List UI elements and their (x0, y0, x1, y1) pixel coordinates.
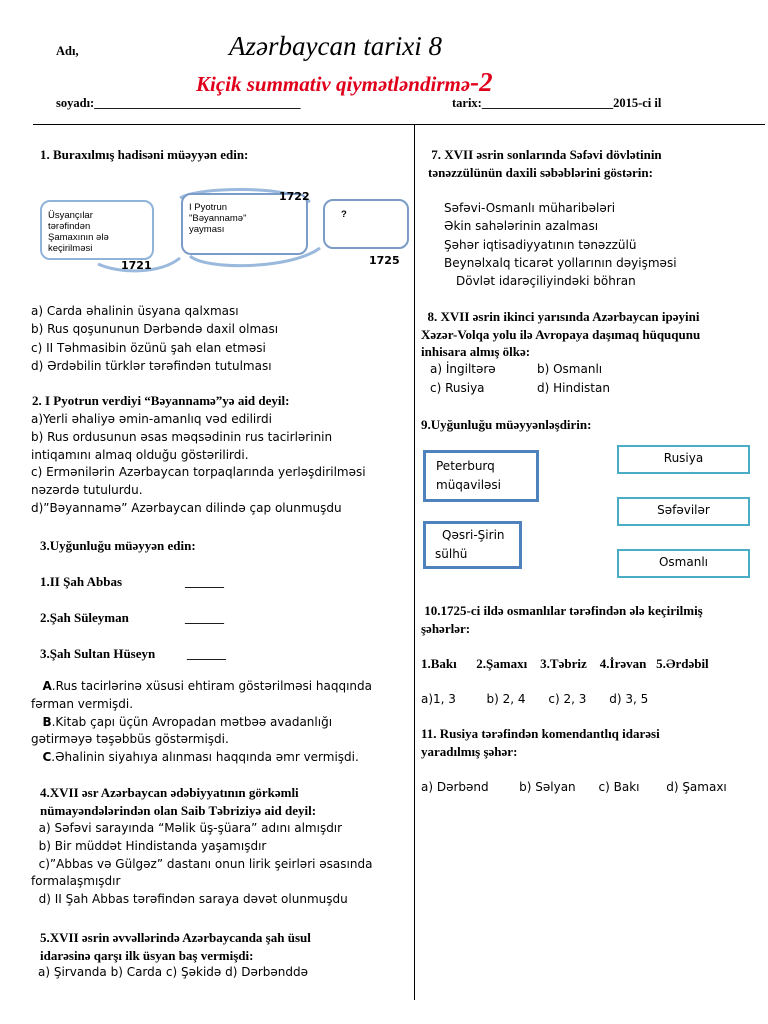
q7-item: Beynəlxalq ticarət yollarının dəyişməsi (444, 255, 677, 270)
q3-answer-b (31, 714, 372, 732)
year-1722: 1722 (279, 190, 310, 203)
q8-option-d[interactable]: d) Hindistan (537, 381, 610, 395)
q3-item-2: 2.Şah Süleyman (40, 610, 129, 625)
q10-cities: 1.Bakı 2.Şamaxı 3.Təbriz 4.İrəvan 5.Ərdəbil (421, 656, 709, 671)
match-left-line: sülhü (435, 547, 468, 561)
title-text: 7. XVII əsrin sonlarında Səfəvi dövlətinin (431, 147, 662, 162)
match-right-osmanli[interactable]: Osmanlı (617, 549, 750, 578)
q8-option-c[interactable]: c) Rusiya (430, 381, 485, 395)
q11-title-line: yaradılmış şəhər: (421, 743, 518, 759)
q3-item-3: 3.Şah Sultan Hüseyn (40, 646, 156, 661)
q3-title: 3.Uyğunluğu müəyyən edin: (40, 538, 196, 553)
match-right-rusiya[interactable]: Rusiya (617, 445, 750, 474)
q7-item: Şəhər iqtisadiyyatının tənəzzülü (444, 237, 637, 252)
q2-line[interactable]: a)Yerli əhaliyə əmin-amanlıq vəd edilirdi (31, 412, 272, 426)
q9-title: 9.Uyğunluğu müəyyənləşdirin: (421, 417, 592, 432)
q4-option-c-cont: formalaşmışdır (31, 874, 121, 889)
q8-option-a[interactable]: a) İngiltərə (430, 362, 496, 376)
q2-options (31, 411, 366, 518)
answer-text: .Əhalinin siyahıya alınması haqqında əmr vermişdi. (51, 750, 359, 765)
q3-answer-a-cont: fərman vermişdi. (31, 696, 134, 711)
year-1725: 1725 (369, 254, 400, 267)
timeline-box-2-line: I Pyotrun (189, 202, 228, 213)
match-left-qesri-shirin[interactable] (423, 521, 522, 569)
q1-option-d[interactable]: d) Ərdəbilin türklər tərəfindən tutulması (31, 358, 272, 373)
q1-title: 1. Buraxılmış hadisəni müəyyən edin: (40, 147, 249, 162)
q8-title-line (421, 308, 700, 326)
q7-item: Səfəvi-Osmanlı müharibələri (444, 201, 616, 215)
q5-options[interactable]: a) Şirvanda b) Carda c) Şəkidə d) Dərbənddə (38, 965, 309, 979)
match-right-sefeviler[interactable]: Səfəvilər (617, 497, 750, 526)
q1-option-c[interactable]: c) II Təhmasibin özünü şah elan etməsi (31, 340, 266, 355)
timeline-box-2-line: yayması (189, 224, 225, 235)
page-subtitle (196, 67, 493, 98)
subtitle-number: -2 (470, 67, 493, 97)
q8-option-b[interactable]: b) Osmanlı (537, 362, 603, 376)
q7-list (444, 199, 677, 290)
answer-text: .Rus tacirlərinə xüsusi ehtiram göstərilməsi haqqında (51, 679, 373, 693)
q2-title: 2. I Pyotrun verdiyi “Bəyannamə”yə aid deyil: (32, 393, 290, 408)
question-mark: ? (341, 209, 347, 220)
q4-option-c[interactable] (31, 856, 372, 874)
q4-title-line: 4.XVII əsr Azərbaycan ədəbiyyatının görkəmli (40, 785, 299, 800)
q2-line: nəzərdə tutulurdu. (31, 483, 143, 498)
date-field[interactable]: tarix:_____________________2015-ci il (452, 96, 662, 110)
q11-options[interactable]: a) Dərbənd b) Səlyan c) Bakı d) Şamaxı (421, 780, 727, 794)
q11-title (421, 725, 660, 760)
q4-option-d[interactable] (31, 891, 372, 909)
q4-option-b[interactable] (31, 838, 372, 856)
q7-item: Əkin sahələrinin azalması (444, 219, 599, 234)
q7-item: Dövlət idarəçiliyindəki böhran (456, 274, 636, 289)
year-1721: 1721 (121, 259, 152, 272)
q3-answers (31, 678, 372, 767)
q10-title-line: şəhərlər: (421, 620, 471, 636)
q10-title (421, 602, 703, 637)
q4-title-line: nümayəndələrindən olan Saib Təbriziyə aid deyil: (40, 802, 317, 818)
q5-title (40, 929, 311, 964)
answer-letter: A (42, 679, 52, 693)
match-left-peterburq[interactable] (423, 450, 539, 502)
name-label: Adı, (56, 44, 79, 58)
title-text: 10.1725-ci ildə osmanlılar tərəfindən ələ keçirilmiş (424, 603, 703, 618)
q3-blank-3[interactable]: ______ (187, 646, 226, 661)
q3-answer-c (31, 749, 372, 767)
q2-line[interactable]: c) Ermənilərin Azərbaycan torpaqlarında yerləşdirilməsi (31, 465, 366, 480)
q2-line[interactable]: d)”Bəyannamə” Azərbaycan dilində çap olunmuşdu (31, 500, 342, 515)
q10-options[interactable]: a)1, 3 b) 2, 4 c) 2, 3 d) 3, 5 (421, 692, 649, 706)
header-divider (33, 124, 765, 125)
q1-option-a[interactable]: a) Carda əhalinin üsyana qalxması (31, 304, 239, 318)
surname-field[interactable]: soyadı:_________________________________ (56, 96, 301, 110)
q10-title-line (421, 602, 703, 620)
q11-title-line: 11. Rusiya tərəfindən komendantlıq idarəsi (421, 726, 660, 741)
q3-blank-2[interactable]: ______ (185, 610, 224, 625)
q7-title-line (428, 146, 662, 164)
option-text: a) Səfəvi sarayında “Məlik üş-şüara” adını almışdır (38, 821, 343, 835)
timeline-box-1 (40, 200, 154, 260)
q3-answer-a (31, 678, 372, 696)
q1-options (31, 302, 278, 375)
q4-title (40, 784, 316, 819)
q5-title-line: 5.XVII əsrin əvvəllərində Azərbaycanda şah üsul (40, 930, 311, 945)
timeline-box-1-line: Üsyançılar (48, 210, 93, 221)
option-text: c)”Abbas və Gülgəz” dastanı onun lirik şeirləri əsasında (38, 856, 373, 871)
answer-text: .Kitab çapı üçün Avropadan mətbəə avadanlığı (51, 714, 333, 729)
timeline-box-missing (323, 199, 409, 249)
subtitle-text: Kiçik summativ qiymətləndirmə (196, 72, 471, 96)
timeline-box-1-line: keçirilməsi (48, 243, 93, 254)
q8-title-line: Xəzər-Volqa yolu ilə Avropaya daşımaq hüququnu (421, 326, 701, 342)
answer-letter: C (42, 750, 52, 765)
answer-letter: B (42, 714, 52, 729)
match-left-line: müqaviləsi (436, 478, 502, 492)
q2-line[interactable]: b) Rus ordusunun əsas məqsədinin rus tacirlərinin (31, 429, 333, 444)
q5-title-line: idarəsinə qarşı ilk üsyan baş vermişdi: (40, 947, 254, 963)
timeline-box-2-line: "Bəyannamə" (189, 213, 247, 224)
match-left-line: Qəsri-Şirin (442, 528, 505, 542)
q1-option-b[interactable]: b) Rus qoşununun Dərbəndə daxil olması (31, 322, 279, 337)
match-left-line: Peterburq (436, 459, 495, 473)
q2-line: intiqamını almaq olduğu göstərilirdi. (31, 447, 249, 462)
option-text: d) II Şah Abbas tərəfindən saraya dəvət olunmuşdu (38, 892, 348, 907)
page-title: Azərbaycan tarixi 8 (229, 31, 442, 61)
q7-title (428, 146, 662, 181)
q4-option-a[interactable] (31, 820, 372, 838)
q7-title-line: tənəzzülünün daxili səbəblərini göstərin: (428, 164, 653, 180)
title-text: 8. XVII əsrin ikinci yarısında Azərbaycan ipəyini (427, 309, 700, 324)
timeline-box-1-line: tərəfindən (48, 221, 91, 232)
option-text: b) Bir müddət Hindistanda yaşamışdır (38, 838, 267, 853)
q8-title (421, 308, 700, 361)
q4-options (31, 820, 372, 909)
q3-answer-b-cont: gətirməyə təşəbbüs göstərmişdi. (31, 732, 229, 747)
q8-title-line: inhisara almış ölkə: (421, 344, 531, 359)
q3-item-1: 1.II Şah Abbas (40, 574, 123, 589)
q3-blank-1[interactable]: ______ (185, 574, 224, 589)
timeline-box-1-line: Şamaxının ələ (48, 232, 109, 243)
